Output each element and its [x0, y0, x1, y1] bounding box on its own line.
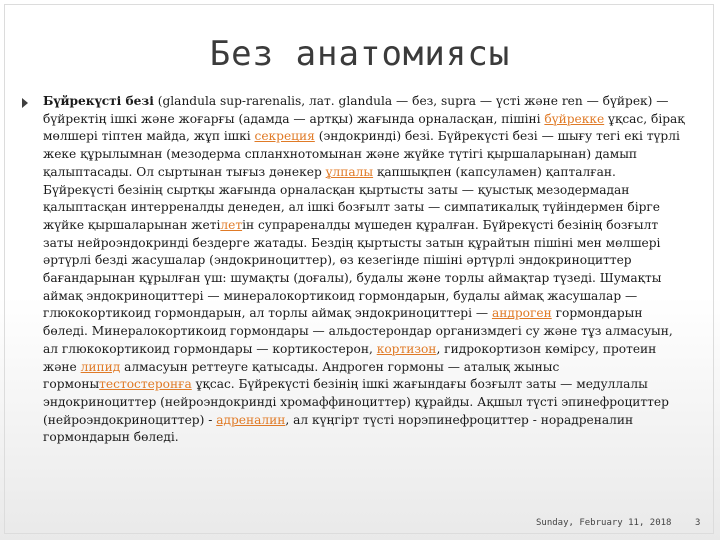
- hyperlink[interactable]: липид: [80, 359, 121, 374]
- hyperlink[interactable]: ұлпалы: [325, 164, 374, 179]
- hyperlink[interactable]: секреция: [254, 129, 315, 144]
- slide-title: Без анатомиясы: [209, 34, 511, 74]
- text-run: қапшықпен (капсуламен) қапталған. Бүйрекүсті безінің сыртқы жағында орналасқан қыртысты заты — қуыстық мезодермадан қалыптасқан интерреналды денеден, ал ішкі бозғылт заты — симпатикалық түйіндермен бірге жүйке қыршаларынан жеті: [43, 164, 660, 232]
- text-run: алмасуын реттеуге қатысады. Андроген гормоны — аталық жыныс гормоны: [43, 359, 560, 392]
- text-run: ұқсас, бірақ мөлшері тіптен майда, жұп ішкі: [43, 111, 685, 144]
- hyperlink[interactable]: лет: [220, 217, 243, 232]
- text-run: , ал күңгірт түсті норэпинефроциттер - норадреналин гормондарын бөледі.: [43, 412, 634, 445]
- text-run: , гидрокортизон көмірсу, протеин және: [43, 341, 657, 374]
- hyperlink[interactable]: андроген: [491, 306, 552, 321]
- hyperlink[interactable]: адреналин: [216, 412, 286, 427]
- text-run: ін супрареналды мүшеден құралған. Бүйрекүсті безінің бозғылт заты нейроэндокринді бездерге жатады. Бездің қыртысты затын құрайтын пішіні мен мөлшері әртүрлі безді жасушалар (эндокриноциттер), өз кезегінде пішіні әртүрлі эндокриноциттер бағандарынан құрылған үш: шумақты (доғалы), будалы және торлы аймақтар түзеді. Шумақты аймақ эндокриноциттері — минералокортикоид гормондарын, будалы аймақ жасушалар — глюкокортикоид гормондарын, ал торлы аймақ эндокриноциттері —: [43, 217, 662, 321]
- hyperlink[interactable]: бүйрекке: [544, 111, 605, 126]
- term-heading: Бүйрекүсті безі: [43, 94, 154, 108]
- hyperlink[interactable]: тестостеронға: [99, 377, 192, 392]
- page-number: 3: [695, 518, 701, 528]
- triangle-bullet-icon: [22, 98, 28, 108]
- text-run: гормондарын бөледі. Минералокортикоид гормондары — альдостерондар организмдегі су және тұз алмасуын, ал глюкокортикоид гормондары — кортикостерон,: [43, 306, 673, 356]
- text-run: ұқсас. Бүйрекүсті безінің ішкі жағындағы бозғылт заты — медуллалы эндокриноциттер (нейроэндокринді хромаффиноциттер) құрайды. Ақшыл түсті эпинефроциттер (нейроэндокриноциттер) -: [43, 377, 669, 427]
- body-paragraph: [43, 93, 688, 447]
- text-run: (glandula sup-rarenalis, лат. glandula — без, supra — үсті және ren — бүйрек) — бүйректің ішкі және жоғарғы (адамда — артқы) жағында орналасқан, пішіні: [43, 94, 669, 126]
- hyperlink[interactable]: кортизон: [376, 341, 437, 356]
- footer-date: Sunday, February 11, 2018: [536, 518, 672, 528]
- text-run: (эндокринді) безі. Бүйрекүсті безі — шығу тегі екі түрлі жеке құрылымнан (мезодерма спланхнотомынан және жүйке түтігі қыршаларынан) дамып қалыптасады. Ол сыртынан тығыз дәнекер: [43, 129, 680, 179]
